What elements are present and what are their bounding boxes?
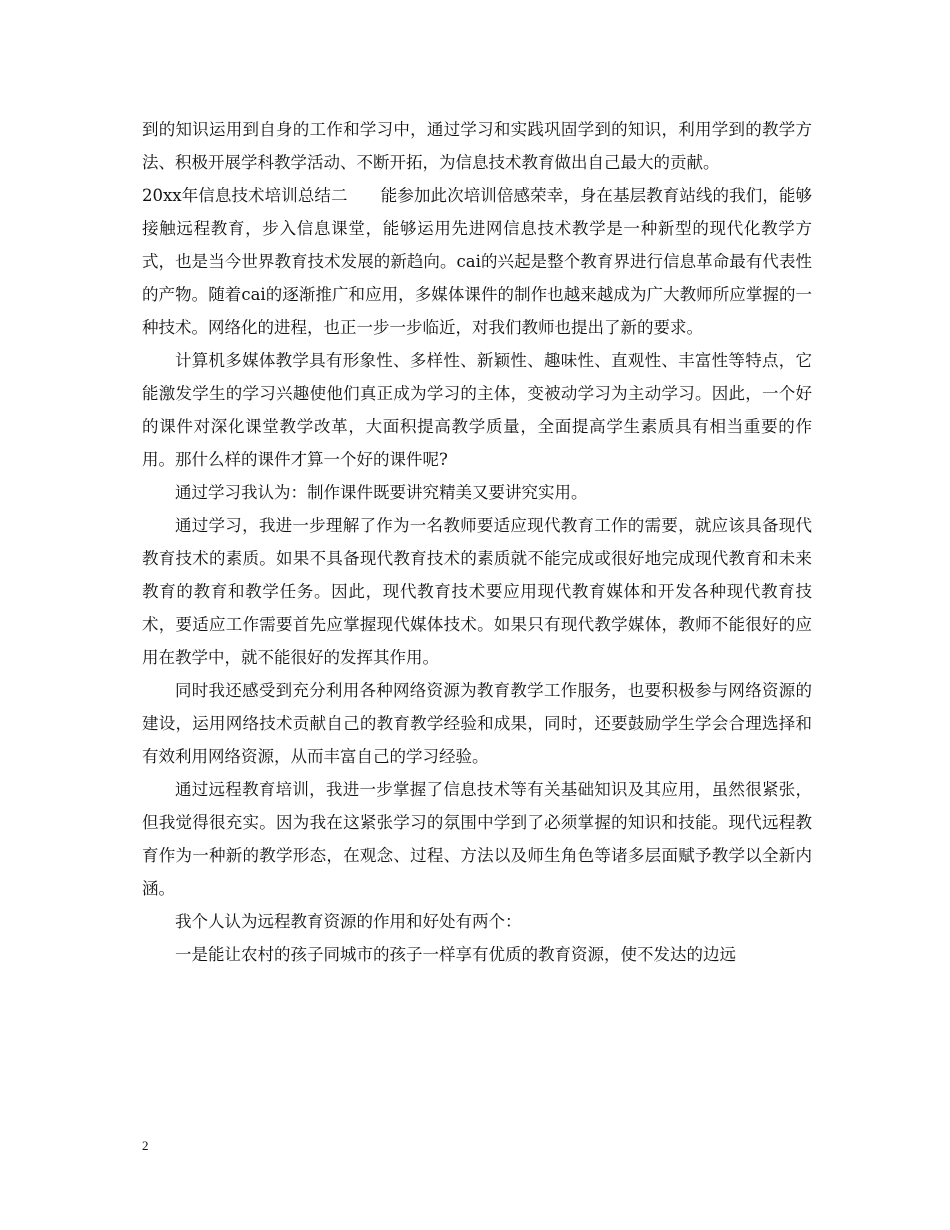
- page-number: 2: [142, 1138, 149, 1153]
- paragraph-remote-training: 通过远程教育培训，我进一步掌握了信息技术等有关基础知识及其应用，虽然很紧张，但我觉得很充实。因为我在这紧张学习的氛围中学到了必须掌握的知识和技能。现代远程教育作为一种新的教学形态，在观念、过程、方法以及师生角色等诸多层面赋予教学以全新内涵。: [142, 780, 812, 898]
- paragraph-network-resources: 同时我还感受到充分利用各种网络资源为教育教学工作服务，也要积极参与网络资源的建设，运用网络技术贡献自己的教育教学经验和成果，同时，还要鼓励学生学会合理选择和有效利用网络资源，从而丰富自己的学习经验。: [142, 681, 812, 766]
- document-body: [142, 113, 812, 971]
- paragraph-section-heading: 20xx年信息技术培训总结二 能参加此次培训倍感荣幸，身在基层教育站线的我们，能够接触远程教育，步入信息课堂，能够运用先进网信息技术教学是一种新型的现代化教学方式，也是当今世界教育技术发展的新趋向。cai的兴起是整个教育界进行信息革命最有代表性的产物。随着cai的逐渐推广和应用，多媒体课件的制作也越来越成为广大教师所应掌握的一种技术。网络化的进程，也正一步一步临近，对我们教师也提出了新的要求。: [142, 186, 812, 337]
- paragraph-modern-tech: 通过学习，我进一步理解了作为一名教师要适应现代教育工作的需要，就应该具备现代教育技术的素质。如果不具备现代教育技术的素质就不能完成或很好地完成现代教育和未来教育的教育和教学任务。因此，现代教育技术要应用现代教育媒体和开发各种现代教育技术，要适应工作需要首先应掌握现代媒体技术。如果只有现代教学媒体，教师不能很好的应用在教学中，就不能很好的发挥其作用。: [142, 516, 812, 667]
- paragraph-two-benefits: 我个人认为远程教育资源的作用和好处有两个：: [175, 912, 522, 931]
- paragraph-continuation: 到的知识运用到自身的工作和学习中，通过学习和实践巩固学到的知识，利用学到的教学方法、积极开展学科教学活动、不断开拓，为信息技术教育做出自己最大的贡献。: [142, 120, 812, 172]
- paragraph-first-benefit: 一是能让农村的孩子同城市的孩子一样享有优质的教育资源，使不发达的边远: [175, 945, 736, 964]
- paragraph-multimedia: 计算机多媒体教学具有形象性、多样性、新颖性、趣味性、直观性、丰富性等特点，它能激发学生的学习兴趣使他们真正成为学习的主体，变被动学习为主动学习。因此，一个好的课件对深化课堂教学改革，大面积提高教学质量，全面提高学生素质具有相当重要的作用。那什么样的课件才算一个好的课件呢?: [142, 351, 812, 469]
- paragraph-courseware: 通过学习我认为：制作课件既要讲究精美又要讲究实用。: [175, 483, 588, 502]
